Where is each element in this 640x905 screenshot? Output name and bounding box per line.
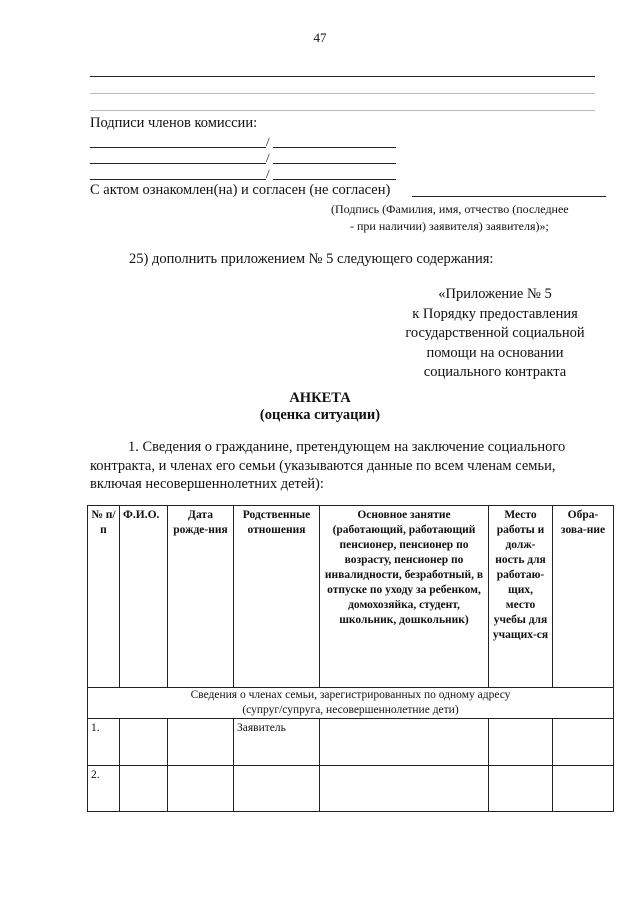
fio-cell[interactable] (120, 719, 168, 766)
row-number-cell: 2. (88, 766, 120, 812)
row-number-cell: 1. (88, 719, 120, 766)
occupation-cell[interactable] (320, 766, 489, 812)
fio-cell[interactable] (120, 766, 168, 812)
column-header-workplace: Место работы и долж-ность для работаю-щих, место учебы для учащих-ся (489, 506, 553, 688)
signature-caption-line2: - при наличии) заявителя) заявителя)»; (350, 219, 549, 233)
appendix-line: помощи на основании (426, 344, 564, 361)
column-header-fio: Ф.И.О. (120, 506, 168, 688)
group-row-cell (88, 688, 614, 719)
form-title: АНКЕТА (289, 390, 351, 406)
signature-slash: / (266, 166, 270, 181)
column-header-relation: Родственные отношения (234, 506, 320, 688)
education-cell[interactable] (553, 719, 614, 766)
section-1-line: включая несовершеннолетних детей): (90, 476, 324, 492)
relation-cell: Заявитель (234, 719, 320, 766)
blank-line (90, 110, 595, 111)
workplace-cell[interactable] (489, 766, 553, 812)
signature-slash: / (266, 150, 270, 165)
table-row (88, 719, 614, 766)
signature-line (90, 148, 400, 164)
appendix-line: государственной социальной (405, 325, 585, 341)
amendment-text: 25) дополнить приложением № 5 следующего содержания: (129, 251, 494, 267)
workplace-cell[interactable] (489, 719, 553, 766)
applicant-signature-line (412, 196, 606, 197)
page-number: 47 (313, 30, 327, 45)
table-header-row (88, 506, 614, 688)
blank-line (90, 93, 595, 94)
commission-signatures-label: Подписи членов комиссии: (90, 115, 258, 131)
birth-date-cell[interactable] (168, 766, 234, 812)
column-header-birth-date: Дата рожде-ния (168, 506, 234, 688)
appendix-line: к Порядку предоставления (412, 305, 578, 322)
appendix-line: социального контракта (423, 364, 567, 380)
acquainted-statement: С актом ознакомлен(на) и согласен (не согласен) (90, 182, 391, 198)
signature-line (90, 164, 400, 180)
column-header-occupation: Основное занятие (работающий, работающий пенсионер, пенсионер по возрасту, пенсионер по инвалидности, безработный, в отпуске по уходу за ребенком, домохозяйка, студент, школьник, дошкольник) (320, 506, 489, 688)
blank-line (90, 76, 595, 77)
education-cell[interactable] (553, 766, 614, 812)
occupation-cell[interactable] (320, 719, 489, 766)
group-row-line1: Сведения о членах семьи, зарегистрированных по одному адресу (190, 689, 511, 701)
relation-cell[interactable] (234, 766, 320, 812)
signature-slash: / (266, 134, 270, 149)
column-header-number: № п/п (88, 506, 120, 688)
signature-caption-line1: (Подпись (Фамилия, имя, отчество (последнее (331, 202, 569, 216)
column-header-education: Обра-зова-ние (553, 506, 614, 688)
birth-date-cell[interactable] (168, 719, 234, 766)
section-1-line: 1. Сведения о гражданине, претендующем на заключение социального (128, 439, 566, 455)
group-row-line2: (супруг/супруга, несовершеннолетние дети) (242, 704, 459, 716)
appendix-line: «Приложение № 5 (438, 286, 552, 302)
section-1-intro (90, 438, 607, 494)
section-1-line: контракта, и членах его семьи (указываются данные по всем членам семьи, (90, 457, 556, 474)
table-group-row (88, 688, 614, 719)
form-subtitle: (оценка ситуации) (259, 407, 381, 423)
appendix-header (395, 285, 595, 383)
table-row (88, 766, 614, 812)
signature-line (90, 132, 400, 148)
family-members-table (87, 505, 614, 812)
